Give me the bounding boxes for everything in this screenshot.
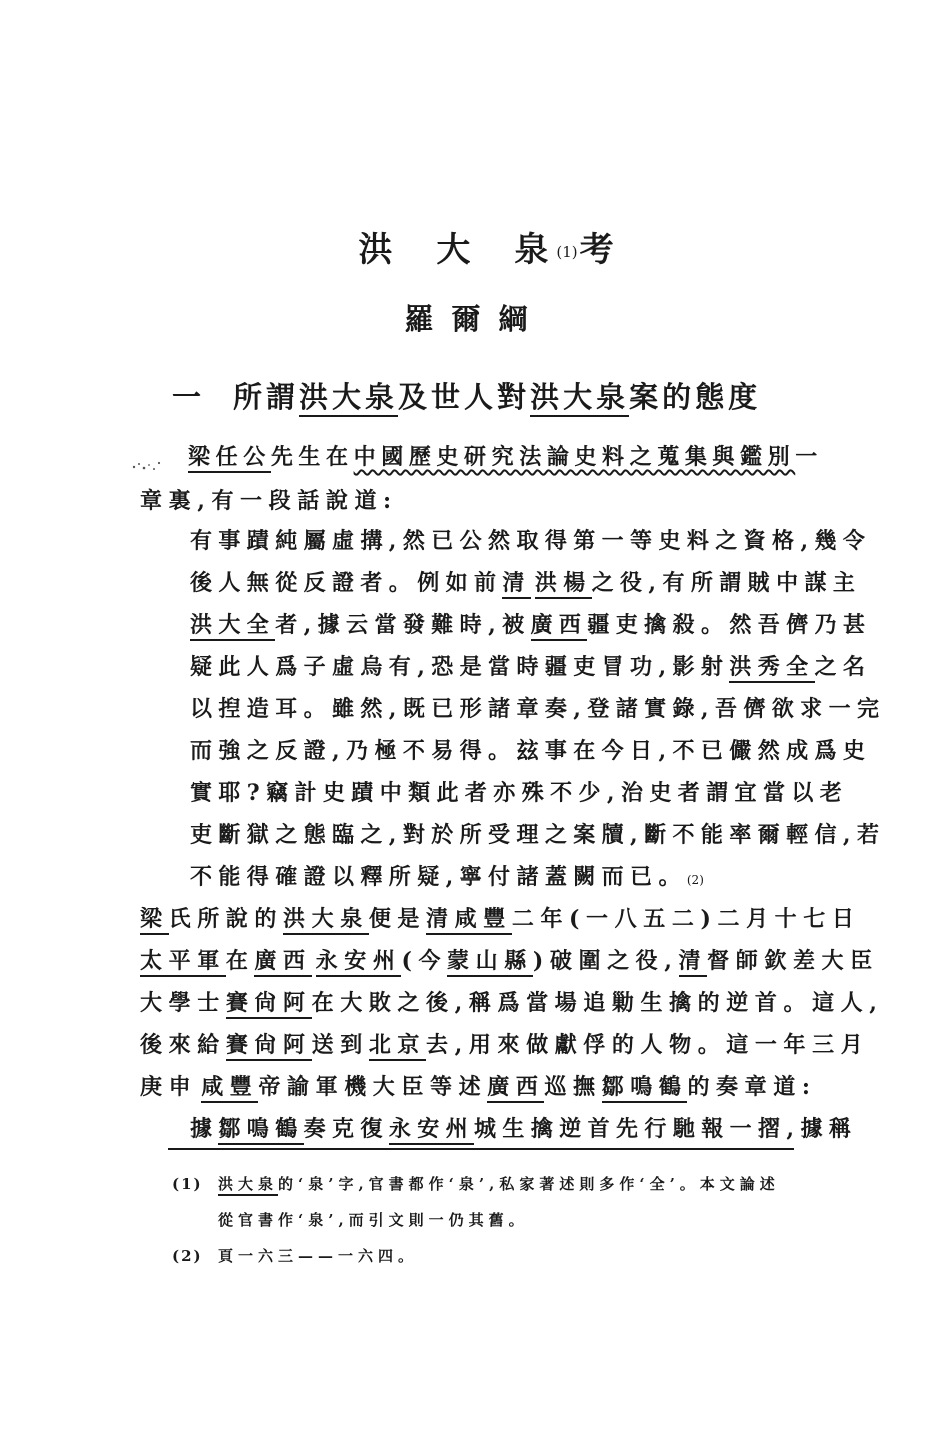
footnote-divider (168, 1148, 794, 1150)
title-char: 洪 (358, 230, 393, 270)
text: 後人無從反證者。例如前 (190, 570, 503, 596)
text: 氏所說的 (168, 906, 284, 932)
text: 疆吏擒殺。然吾儕乃甚 (587, 612, 872, 638)
heading-text: 案的態度 (629, 380, 762, 414)
footnote-number: (2) (172, 1247, 203, 1265)
text: 帝諭軍機大臣等述 (258, 1074, 488, 1100)
text: )破圍之役, (532, 948, 679, 974)
text: 的奏章道: (687, 1074, 817, 1100)
footnote-1-line-2: 從官書作‘泉’,而引文則一仍其舊。 (218, 1211, 529, 1229)
person-name: 賽尙阿 (226, 990, 312, 1019)
proper-noun: 蒙山縣 (447, 948, 533, 977)
heading-proper-noun: 洪大泉 (530, 380, 629, 417)
proper-noun: 清咸豐 (426, 906, 512, 935)
proper-noun: 清 (679, 948, 708, 977)
quote-line-8: 吏斷獄之態臨之,對於所受理之案牘,斷不能率爾輕信,若 (190, 822, 886, 848)
proper-noun: 洪楊 (535, 570, 592, 599)
text: 送到 (311, 1032, 369, 1058)
body-line-6 (190, 1112, 857, 1143)
section-heading (172, 375, 761, 416)
footnote-ref[interactable]: (2) (686, 873, 704, 887)
body-line-4 (140, 1028, 869, 1059)
quote-line-3 (190, 608, 871, 639)
text: 的‘泉’字,官書都作‘泉’,私家著述則多作‘全’。本文論述 (278, 1175, 780, 1193)
quote-line-4 (190, 650, 871, 681)
text: 先生在 (270, 444, 354, 470)
footnote-1-line-1 (172, 1173, 780, 1194)
person-name: 梁 (140, 906, 169, 935)
text: 在大敗之後,稱爲當場追勦生擒的逆首。這人, (311, 990, 884, 1016)
text: 頁一六三——一六四。 (218, 1247, 419, 1265)
proper-noun: 永安州 (389, 1116, 474, 1145)
text: 城生擒逆首先行馳報一摺,據稱 (474, 1116, 858, 1142)
quote-line-7: 實耶?竊計史蹟中類此者亦殊不少,治史者謂宜當以老 (190, 780, 849, 806)
proper-noun: 廣西 (531, 612, 588, 641)
footnote-number: (1) (172, 1175, 203, 1193)
title-char: 大 (436, 230, 471, 270)
body-line-2 (140, 944, 879, 975)
quote-line-5: 以揑造耳。雖然,既已形諸章奏,登諸實錄,吾儕欲求一完 (190, 696, 886, 722)
title-footnote-ref[interactable]: (1) (556, 243, 578, 261)
intro-line-2: 章裏,有一段話說道: (140, 488, 398, 514)
author-name: 羅爾綱 (404, 302, 546, 336)
text: 庚申 (140, 1074, 198, 1100)
text: 之役,有所謂賊中謀主 (591, 570, 862, 596)
quote-line-9 (190, 860, 704, 891)
person-name: 賽尙阿 (226, 1032, 312, 1061)
text: 不能得確證以釋所疑,寧付諸蓋闕而已。 (190, 864, 687, 890)
text: 後來給 (140, 1032, 226, 1058)
proper-noun: 清 (502, 570, 530, 599)
person-name: 梁任公 (188, 444, 271, 473)
section-number: 一 (172, 380, 206, 414)
heading-text: 所謂 (233, 380, 300, 414)
text: 一 (795, 444, 823, 470)
text: 據 (190, 1116, 219, 1142)
text: 大學士 (140, 990, 226, 1016)
text: 在 (225, 948, 255, 974)
text: 疑此人爲子虛烏有,恐是當時疆吏冒功,影射 (190, 654, 730, 680)
person-name: 鄒鳴鶴 (602, 1074, 688, 1103)
text: 便是 (368, 906, 427, 932)
quote-line-2 (190, 566, 861, 597)
proper-noun: 廣西 (487, 1074, 544, 1103)
proper-noun: 北京 (369, 1032, 426, 1061)
person-name: 鄒鳴鶴 (218, 1116, 303, 1145)
title-char: 泉 (514, 230, 549, 270)
proper-noun: 廣西 (254, 948, 311, 977)
text: 之名 (814, 654, 872, 680)
body-line-3 (140, 986, 884, 1017)
proper-noun: 太平軍 (140, 948, 226, 977)
text: 二年(一八五二)二月十七日 (511, 906, 861, 932)
footnote-2 (172, 1245, 418, 1266)
proper-noun: 洪大泉 (218, 1175, 278, 1196)
body-line-5 (140, 1070, 817, 1101)
text: (今 (401, 948, 448, 974)
text: 去,用來做獻俘的人物。這一年三月 (426, 1032, 870, 1058)
article-title (0, 222, 950, 271)
scan-speckle-mark (128, 455, 168, 477)
proper-noun: 洪大泉 (283, 906, 369, 935)
text: 奏克復 (303, 1116, 389, 1142)
quote-line-6: 而強之反證,乃極不易得。玆事在今日,不已儼然成爲史 (190, 738, 872, 764)
text: 巡撫 (544, 1074, 602, 1100)
book-title: 中國歷史研究法論史料之蒐集與鑑別 (353, 444, 796, 470)
proper-noun: 洪秀全 (729, 654, 814, 683)
heading-proper-noun: 洪大泉 (299, 380, 398, 417)
body-line-1 (140, 902, 860, 933)
text: 督師欽差大臣 (707, 948, 879, 974)
heading-text: 及世人對 (398, 380, 531, 414)
intro-line-1 (188, 440, 823, 471)
text: 者,據云當發難時,被 (275, 612, 531, 638)
proper-noun: 永安州 (316, 948, 402, 977)
proper-noun: 咸豐 (201, 1074, 258, 1103)
proper-noun: 洪大全 (190, 612, 275, 641)
title-char: 考 (579, 230, 614, 270)
quote-line-1: 有事蹟純屬虛搆,然已公然取得第一等史料之資格,幾令 (190, 528, 872, 554)
